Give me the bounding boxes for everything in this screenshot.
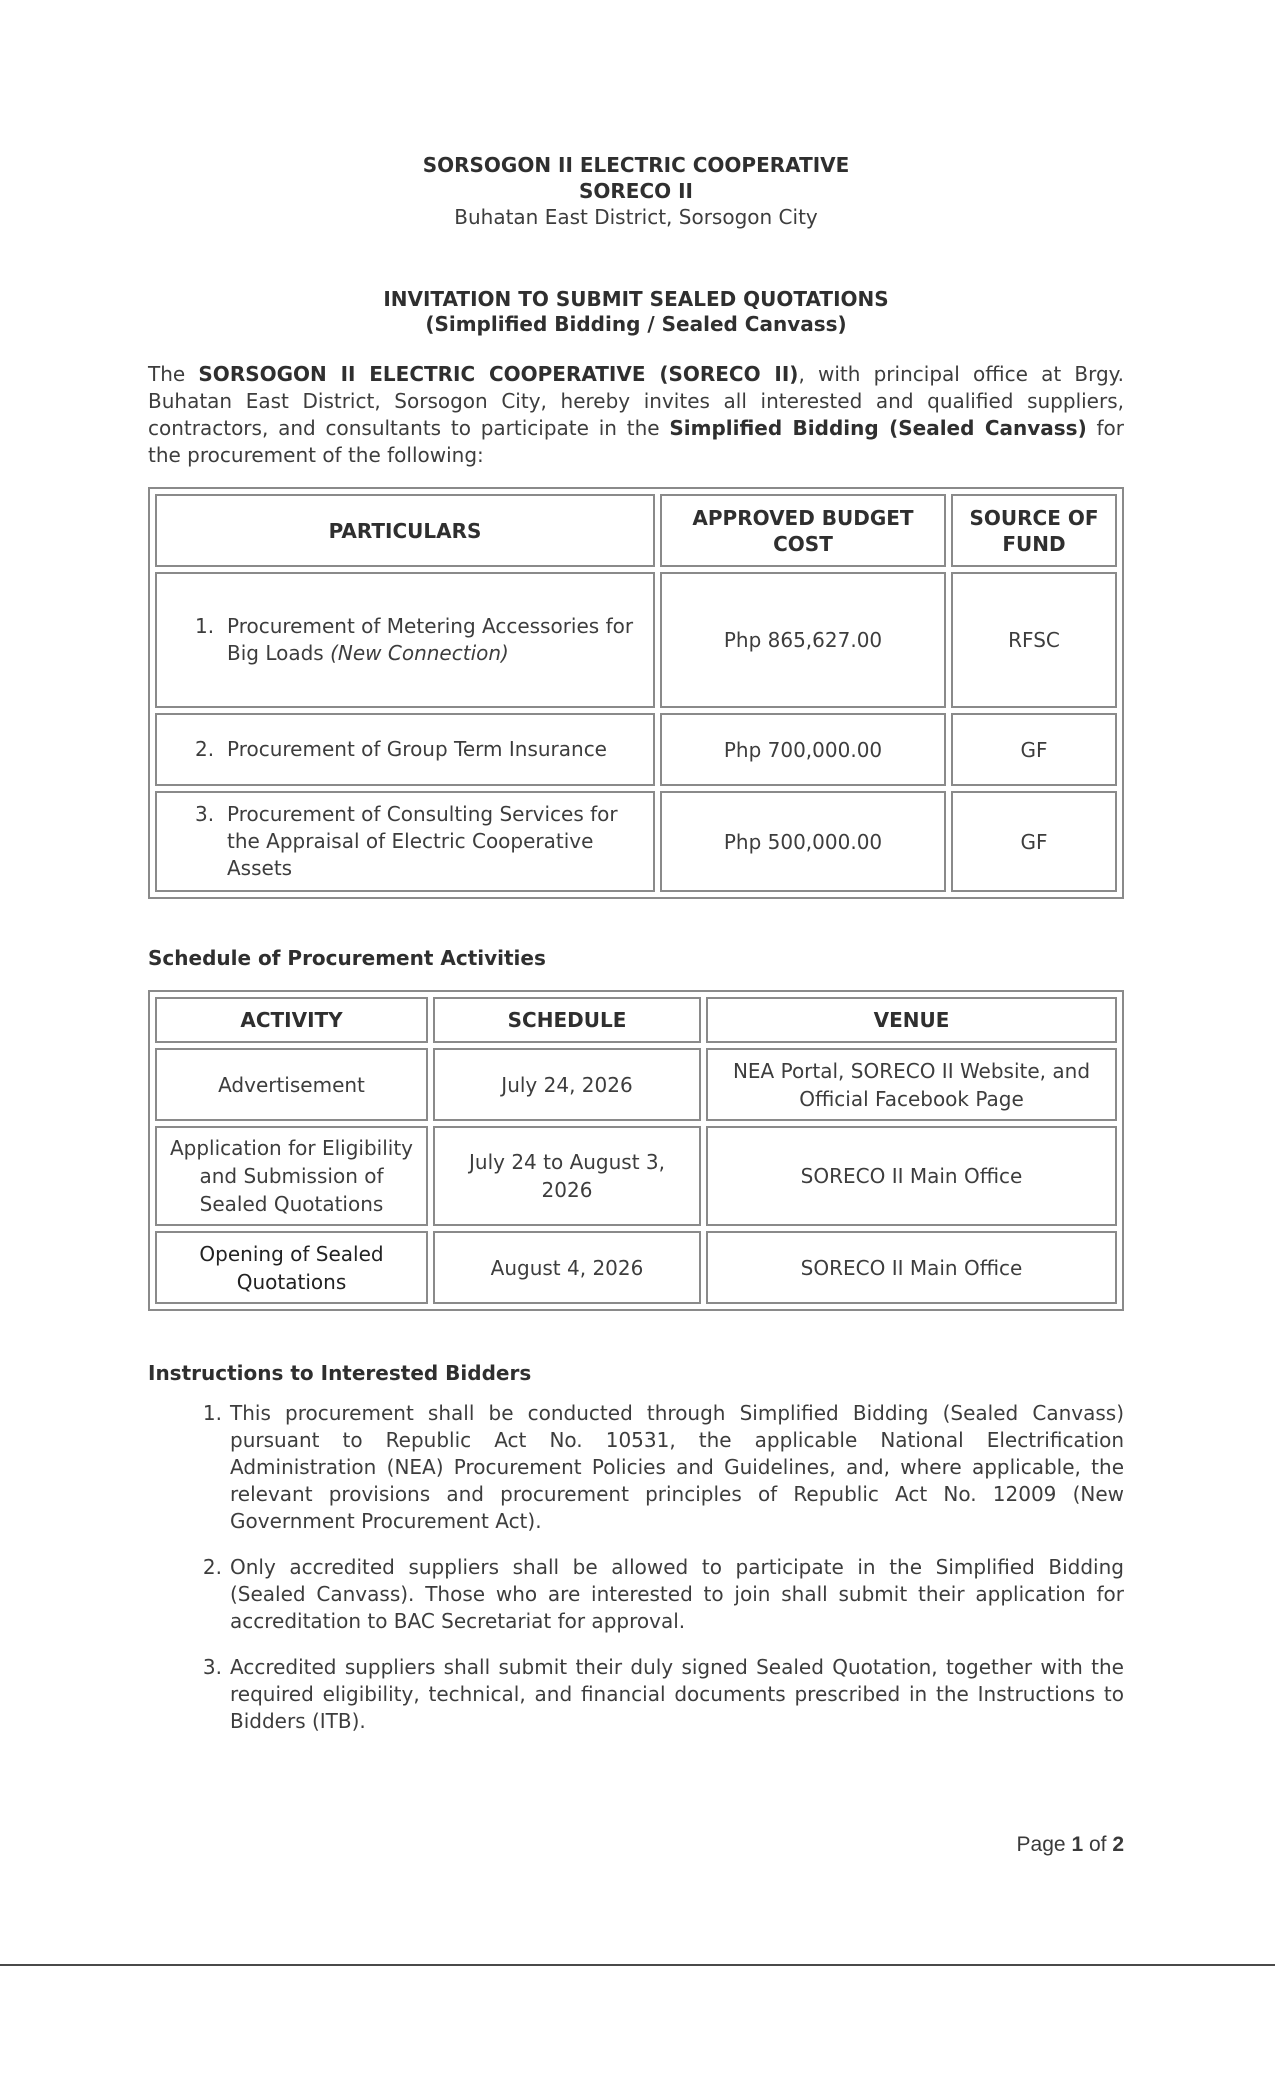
document-subtitle: (Simplified Bidding / Sealed Canvass) [425,312,847,336]
fund-cell: RFSC [951,572,1117,708]
header-activity: ACTIVITY [155,997,428,1043]
schedule-cell: July 24 to August 3, 2026 [433,1126,701,1226]
table-row [155,1231,1117,1304]
header-particulars: PARTICULARS [155,494,655,567]
page-total: 2 [1112,1833,1124,1856]
venue-cell: SORECO II Main Office [706,1126,1117,1226]
instructions-list [148,1400,1124,1754]
intro-paragraph [148,361,1124,469]
intro-text-1: The [148,362,199,386]
table-row [155,791,1117,892]
list-item-text: Only accredited suppliers shall be allowed to participate in the Simplified Bidding (Sealed Canvass). Those who are interested to join shall submit their application for accreditation to BAC Secretariat for approval. [230,1555,1124,1633]
intro-text-3: for the procurement of the following: [148,416,1124,467]
intro-org-bold: SORSOGON II ELECTRIC COOPERATIVE (SORECO II) [198,362,799,386]
item-text: Procurement of Consulting Services for the Appraisal of Electric Cooperative Assets [227,802,618,880]
org-name: SORSOGON II ELECTRIC COOPERATIVE [422,153,850,177]
header-approved-budget-cost: APPROVED BUDGET COST [660,494,946,567]
list-item-text: Accredited suppliers shall submit their duly signed Sealed Quotation, together with the required eligibility, technical, and financial documents prescribed in the Instructions to Bidders (ITB). [230,1655,1124,1733]
particulars-cell [155,791,655,892]
page-of-word: of [1083,1833,1113,1856]
procurement-table [148,487,1124,899]
venue-cell: SORECO II Main Office [706,1231,1117,1304]
item-text: Procurement of Metering Accessories for Big Loads [227,614,634,665]
header-schedule: SCHEDULE [433,997,701,1043]
instructions-title: Instructions to Interested Bidders [148,1361,532,1385]
fund-cell: GF [951,713,1117,786]
page-word: Page [1016,1833,1072,1856]
table-row [155,1048,1117,1121]
particulars-cell [155,572,655,708]
list-item-number: 2. [202,1555,222,1579]
activity-cell: Application for Eligibility and Submission of Sealed Quotations [155,1126,428,1226]
list-item [148,1654,1124,1735]
intro-mode-bold: Simplified Bidding (Sealed Canvass) [669,416,1087,440]
document-title: INVITATION TO SUBMIT SEALED QUOTATIONS [383,287,889,311]
intro-text-2: , with principal office at Brgy. Buhatan East District, Sorsogon City, hereby invites all interested and qualified suppliers, contractors, and consultants to participate in the [148,362,1125,440]
header-venue: VENUE [706,997,1117,1043]
item-italic-note: (New Connection) [330,641,509,665]
list-item-text: This procurement shall be conducted through Simplified Bidding (Sealed Canvass) pursuant to Republic Act No. 10531, the applicable National Electrification Administration (NEA) Procurement Policies and Guidelines, and, where applicable, the relevant provisions and procurement principles of Republic Act No. 12009 (New Government Procurement Act). [230,1401,1124,1533]
table-header-row [155,997,1117,1043]
table-header-row [155,494,1117,567]
abc-cell: Php 865,627.00 [660,572,946,708]
fund-cell: GF [951,791,1117,892]
list-item-number: 3. [202,1655,222,1679]
item-text: Procurement of Group Term Insurance [227,737,607,761]
item-number: 2. [195,737,215,761]
org-address: Buhatan East District, Sorsogon City [454,205,818,229]
abc-cell: Php 700,000.00 [660,713,946,786]
page-number [1017,1833,1124,1857]
abc-cell: Php 500,000.00 [660,791,946,892]
particulars-cell [155,713,655,786]
item-number: 1. [195,614,215,638]
schedule-table [148,990,1124,1311]
list-item-number: 1. [202,1401,222,1425]
list-item [148,1554,1124,1635]
page-current: 1 [1071,1833,1084,1856]
org-short-name: SORECO II [579,179,693,203]
activity-cell: Advertisement [155,1048,428,1121]
page-bottom-rule [0,1964,1275,1966]
table-row [155,572,1117,708]
list-item [148,1400,1124,1535]
schedule-cell: July 24, 2026 [433,1048,701,1121]
item-number: 3. [195,802,215,826]
table-row [155,713,1117,786]
schedule-cell: August 4, 2026 [433,1231,701,1304]
header-source-of-fund: SOURCE OF FUND [951,494,1117,567]
schedule-title: Schedule of Procurement Activities [148,946,546,970]
activity-cell: Opening of Sealed Quotations [155,1231,428,1304]
table-row [155,1126,1117,1226]
venue-cell: NEA Portal, SORECO II Website, and Official Facebook Page [706,1048,1117,1121]
